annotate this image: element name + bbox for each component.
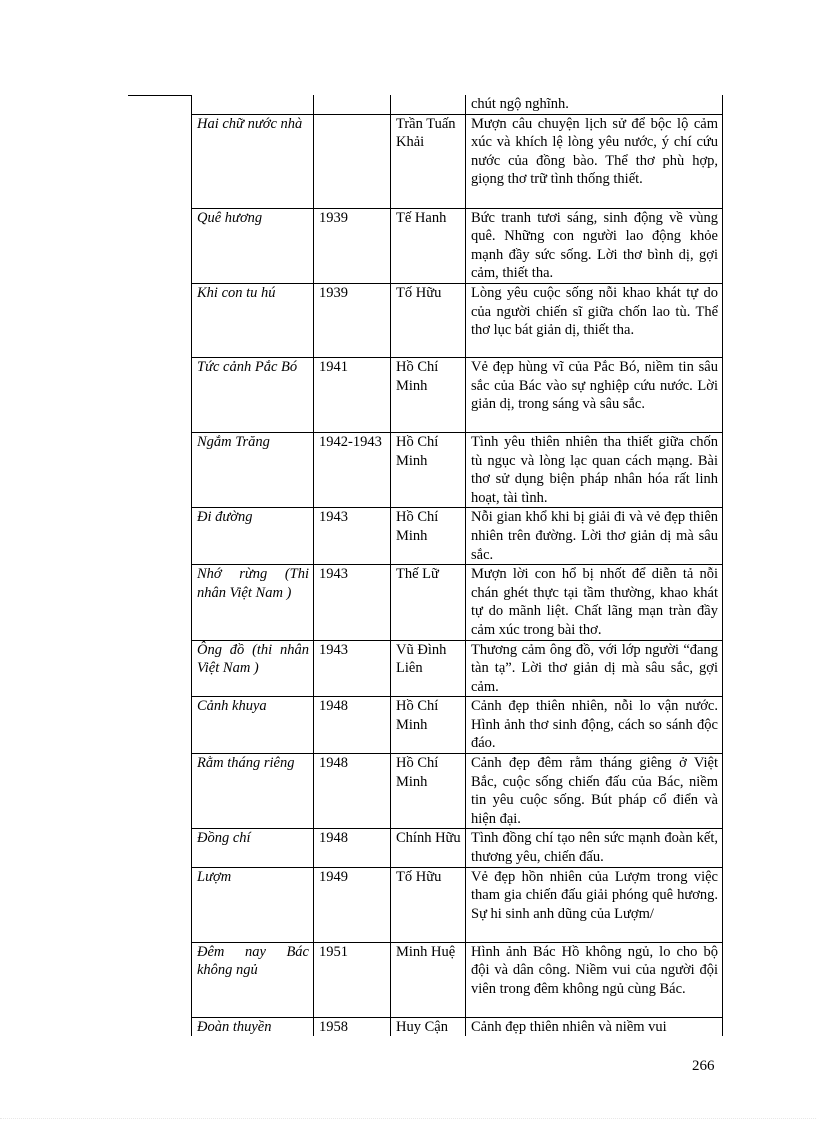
table-row	[192, 754, 723, 829]
poem-description: Vẻ đẹp hồn nhiên của Lượm trong việc tham gia chiến đấu giải phóng quê hương. Sự hi sinh anh dũng của Lượm/	[466, 867, 723, 942]
poem-year: 1943	[314, 508, 391, 565]
poem-year: 1948	[314, 754, 391, 829]
table-row	[192, 357, 723, 432]
footer-rule	[0, 1118, 816, 1119]
poem-description: Bức tranh tươi sáng, sinh động về vùng quê. Những con người lao động khỏe mạnh đầy sức sống. Lời thơ bình dị, gợi cảm, thiết tha.	[466, 208, 723, 283]
poem-year: 1943	[314, 565, 391, 640]
poem-description: Mượn lời con hổ bị nhốt để diễn tả nỗi chán ghét thực tại tầm thường, khao khát tự do mãnh liệt. Chất lãng mạn tràn đầy cảm xúc trong bài thơ.	[466, 565, 723, 640]
poem-description: Tình yêu thiên nhiên tha thiết giữa chốn tù ngục và lòng lạc quan cách mạng. Bài thơ sử dụng biện pháp nhân hóa rất linh hoạt, tài tình.	[466, 432, 723, 507]
poem-year	[314, 95, 391, 114]
poem-description: Mượn câu chuyện lịch sử để bộc lộ cảm xúc và khích lệ lòng yêu nước, ý chí cứu nước của đồng bào. Thể thơ phù hợp, giọng thơ trữ tình thống thiết.	[466, 114, 723, 208]
poem-description: Vẻ đẹp hùng vĩ của Pắc Bó, niềm tin sâu sắc của Bác vào sự nghiệp cứu nước. Lời giản dị, trong sáng và sâu sắc.	[466, 357, 723, 432]
poem-year: 1941	[314, 357, 391, 432]
poem-description: Lòng yêu cuộc sống nỗi khao khát tự do của người chiến sĩ giữa chốn lao tù. Thể thơ lục bát giản dị, thiết tha.	[466, 283, 723, 357]
table-row	[192, 1017, 723, 1036]
table-row	[192, 95, 723, 114]
table-row	[192, 697, 723, 754]
poem-title: Ngắm Trăng	[192, 432, 314, 507]
table-row	[192, 283, 723, 357]
poem-title: Quê hương	[192, 208, 314, 283]
poem-author: Tố Hữu	[391, 867, 466, 942]
poem-year	[314, 114, 391, 208]
poem-title: Đi đường	[192, 508, 314, 565]
poem-author: Tố Hữu	[391, 283, 466, 357]
poem-year: 1939	[314, 283, 391, 357]
poem-title: Đêm nay Bác không ngủ	[192, 942, 314, 1017]
poem-title: Tức cảnh Pắc Bó	[192, 357, 314, 432]
poem-author: Hồ Chí Minh	[391, 697, 466, 754]
poem-author: Hồ Chí Minh	[391, 754, 466, 829]
poem-description: Cảnh đẹp đêm rằm tháng giêng ở Việt Bắc, cuộc sống chiến đấu của Bác, niềm tin yêu cuộc sống. Bút pháp cổ điển và hiện đại.	[466, 754, 723, 829]
poem-year: 1942-1943	[314, 432, 391, 507]
poem-title: Nhớ rừng (Thi nhân Việt Nam )	[192, 565, 314, 640]
table-row	[192, 942, 723, 1017]
table-row	[192, 432, 723, 507]
poem-year: 1949	[314, 867, 391, 942]
poem-title: Cảnh khuya	[192, 697, 314, 754]
poem-year: 1958	[314, 1017, 391, 1036]
poem-year: 1951	[314, 942, 391, 1017]
poem-description: Nỗi gian khổ khi bị giải đi và vẻ đẹp thiên nhiên trên đường. Lời thơ giản dị mà sâu sắc.	[466, 508, 723, 565]
poem-title: Khi con tu hú	[192, 283, 314, 357]
poem-author: Huy Cận	[391, 1017, 466, 1036]
poem-author: Minh Huệ	[391, 942, 466, 1017]
poem-year: 1939	[314, 208, 391, 283]
poem-title: Rằm tháng riêng	[192, 754, 314, 829]
poem-description: Cảnh đẹp thiên nhiên và niềm vui	[466, 1017, 723, 1036]
poem-title: Ông đồ (thi nhân Việt Nam )	[192, 640, 314, 697]
poem-year: 1948	[314, 697, 391, 754]
poem-author	[391, 95, 466, 114]
table-row	[192, 640, 723, 697]
table-row	[192, 208, 723, 283]
poem-title: Đồng chí	[192, 829, 314, 867]
poem-author: Chính Hữu	[391, 829, 466, 867]
table-row	[192, 114, 723, 208]
poem-description: Cảnh đẹp thiên nhiên, nỗi lo vận nước. Hình ảnh thơ sinh động, cách so sánh độc đáo.	[466, 697, 723, 754]
poem-author: Vũ Đình Liên	[391, 640, 466, 697]
poem-description: Thương cảm ông đồ, với lớp người “đang tàn tạ”. Lời thơ giản dị mà sâu sắc, gợi cảm.	[466, 640, 723, 697]
table-row	[192, 565, 723, 640]
poem-title: Hai chữ nước nhà	[192, 114, 314, 208]
poem-title: Lượm	[192, 867, 314, 942]
poem-description: Tình đồng chí tạo nên sức mạnh đoàn kết, thương yêu, chiến đấu.	[466, 829, 723, 867]
table-row	[192, 829, 723, 867]
poem-author: Thế Lữ	[391, 565, 466, 640]
poem-author: Tế Hanh	[391, 208, 466, 283]
poem-author: Trần Tuấn Khải	[391, 114, 466, 208]
poem-table	[191, 95, 723, 1036]
poem-author: Hồ Chí Minh	[391, 357, 466, 432]
header-rule	[128, 95, 191, 96]
poem-title	[192, 95, 314, 114]
poem-year: 1948	[314, 829, 391, 867]
poem-author: Hồ Chí Minh	[391, 508, 466, 565]
table-row	[192, 508, 723, 565]
poem-description: chút ngộ nghĩnh.	[466, 95, 723, 114]
poem-author: Hồ Chí Minh	[391, 432, 466, 507]
page-number: 266	[692, 1058, 715, 1074]
poem-title: Đoàn thuyền	[192, 1017, 314, 1036]
poem-description: Hình ảnh Bác Hồ không ngủ, lo cho bộ đội và dân công. Niềm vui của người đội viên trong đêm không ngủ cùng Bác.	[466, 942, 723, 1017]
table-row	[192, 867, 723, 942]
poem-year: 1943	[314, 640, 391, 697]
